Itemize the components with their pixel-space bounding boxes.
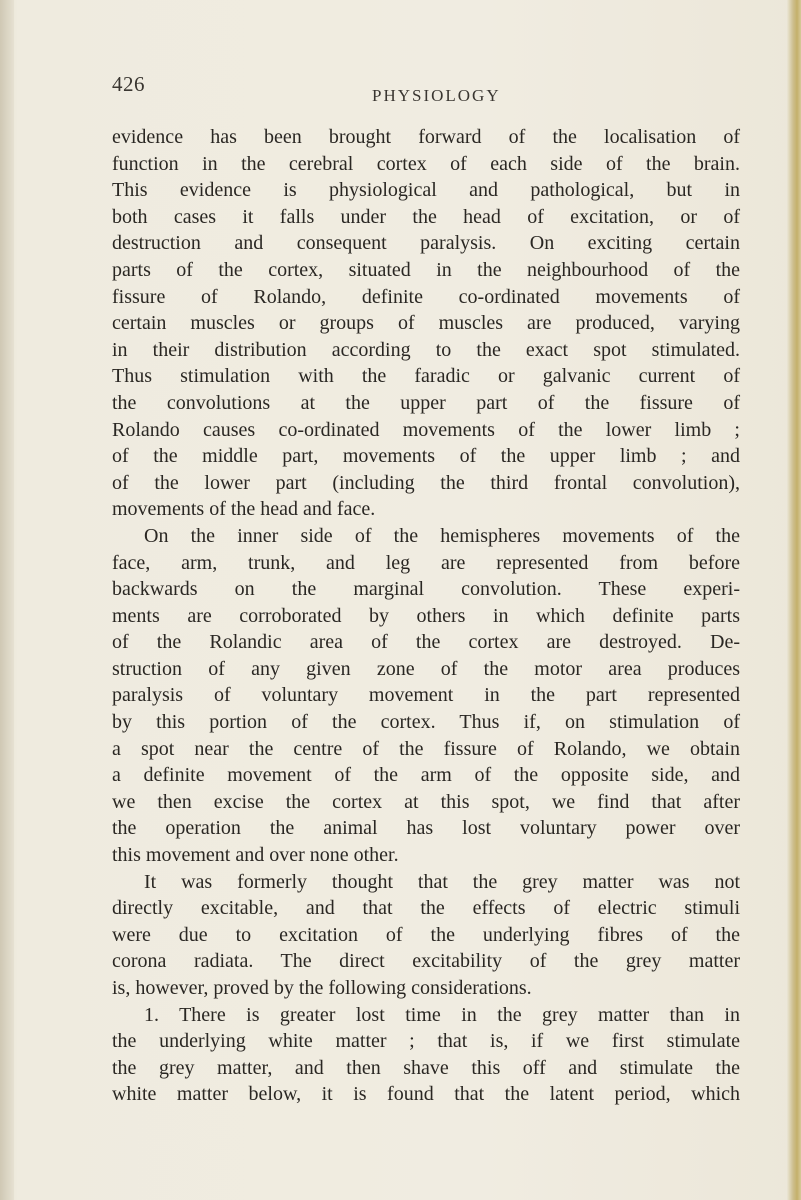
text-line: the underlying white matter ; that is, if we first stimulate (112, 1030, 740, 1053)
text-line: 1. There is greater lost time in the grey matter than in (144, 1003, 740, 1026)
text-line: of the Rolandic area of the cortex are destroyed. De- (112, 631, 740, 654)
text-line: movements of the head and face. (112, 498, 376, 521)
text-line: struction of any given zone of the motor area produces (112, 657, 740, 680)
text-line: of the middle part, movements of the upper limb ; and (112, 445, 740, 468)
text-line: the operation the animal has lost voluntary power over (112, 817, 740, 840)
text-line: were due to excitation of the underlying fibres of the (112, 923, 740, 946)
text-line: both cases it falls under the head of excitation, or of (112, 205, 740, 228)
text-line: Thus stimulation with the faradic or galvanic current of (112, 365, 740, 388)
text-line: is, however, proved by the following considerations. (112, 977, 532, 999)
text-line: paralysis of voluntary movement in the part represented (112, 684, 740, 707)
text-line: evidence has been brought forward of the localisation of (112, 126, 740, 148)
text-line: It was formerly thought that the grey matter was not (144, 870, 740, 893)
text-line: fissure of Rolando, definite co-ordinated movements of (112, 285, 740, 308)
text-line: face, arm, trunk, and leg are represented from before (112, 551, 740, 574)
page-gutter (0, 0, 14, 1200)
text-line: the convolutions at the upper part of the fissure of (112, 391, 740, 414)
text-line: corona radiata. The direct excitability of the grey matter (112, 950, 740, 973)
text-line: a definite movement of the arm of the opposite side, and (112, 764, 740, 787)
page-edge (787, 0, 801, 1200)
page-number: 426 (112, 72, 145, 96)
running-head: PHYSIOLOGY (372, 86, 501, 105)
text-line: ments are corroborated by others in which definite parts (112, 604, 740, 627)
text-line: in their distribution according to the exact spot stimulated. (112, 338, 740, 361)
text-line: white matter below, it is found that the latent period, which (112, 1083, 740, 1106)
text-line: Rolando causes co-ordinated movements of the lower limb ; (112, 418, 740, 441)
text-line: we then excise the cortex at this spot, we find that after (112, 790, 740, 813)
text-line: On the inner side of the hemispheres movements of the (144, 524, 740, 547)
text-line: the grey matter, and then shave this off and stimulate the (112, 1056, 740, 1079)
body-text (112, 124, 740, 1108)
text-line: parts of the cortex, situated in the neighbourhood of the (112, 258, 740, 281)
text-line: backwards on the marginal convolution. These experi- (112, 578, 740, 601)
text-line: function in the cerebral cortex of each side of the brain. (112, 152, 740, 175)
text-line: This evidence is physiological and pathological, but in (112, 179, 740, 202)
text-line: a spot near the centre of the fissure of Rolando, we obtain (112, 737, 740, 760)
text-line: certain muscles or groups of muscles are produced, varying (112, 312, 740, 335)
text-line: directly excitable, and that the effects of electric stimuli (112, 897, 740, 920)
text-line: by this portion of the cortex. Thus if, on stimulation of (112, 711, 740, 734)
text-line: destruction and consequent paralysis. On exciting certain (112, 232, 740, 255)
text-line: of the lower part (including the third frontal convolution), (112, 471, 740, 494)
text-line: this movement and over none other. (112, 844, 399, 867)
